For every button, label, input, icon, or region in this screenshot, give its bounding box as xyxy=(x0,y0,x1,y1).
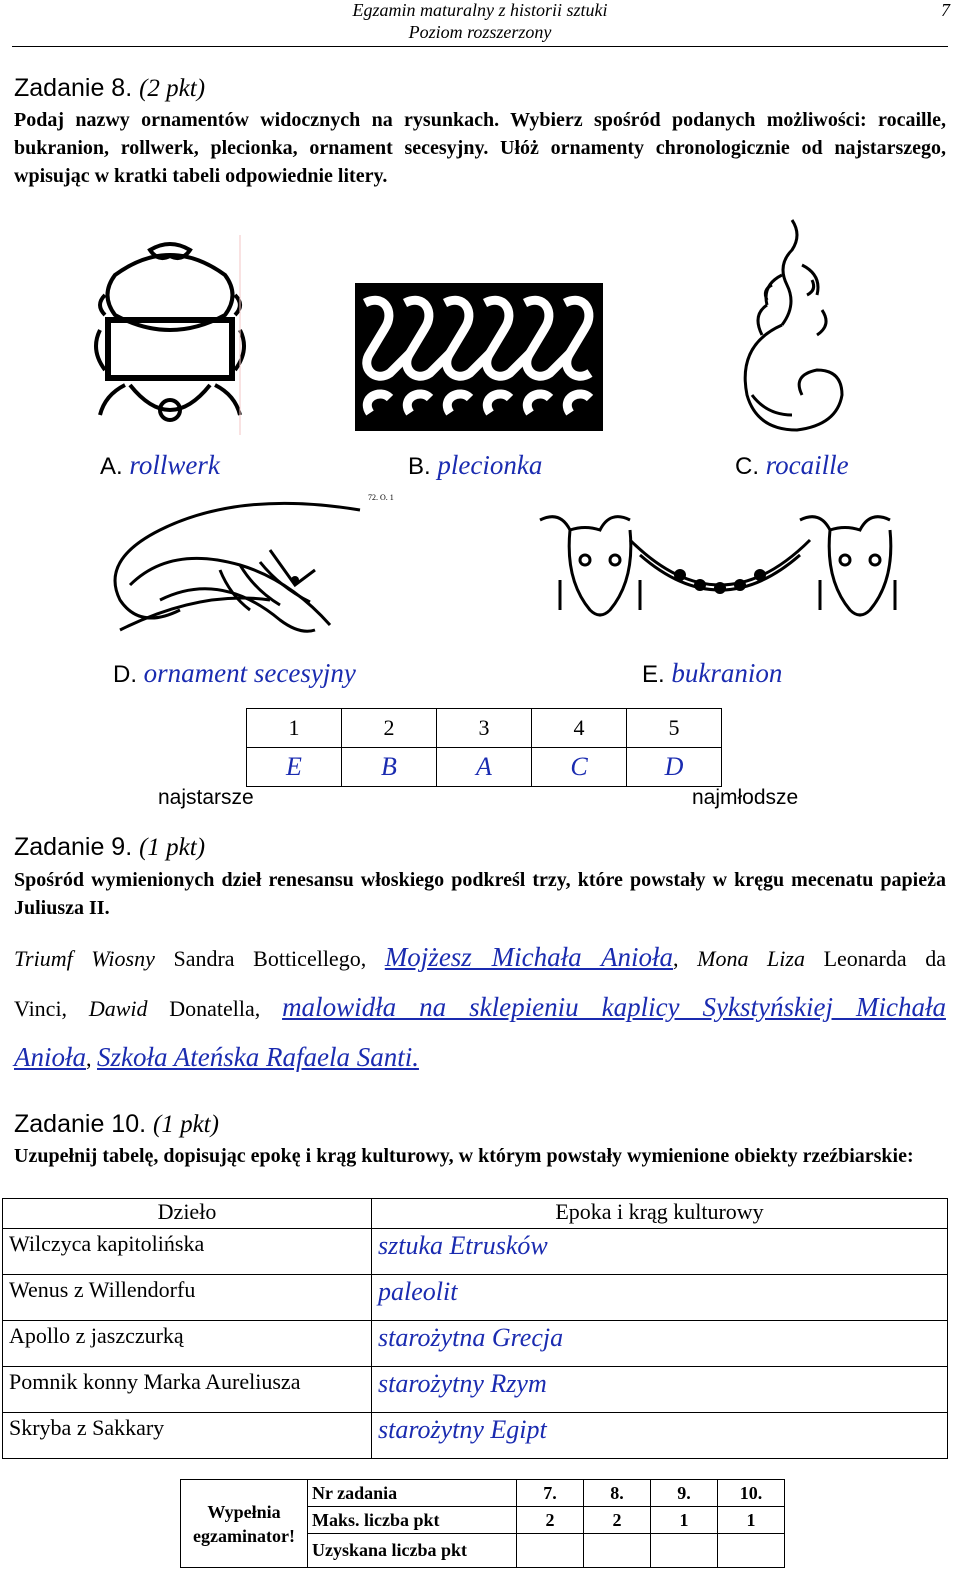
score-input-cell[interactable] xyxy=(718,1534,785,1568)
fill-by-examiner-label: Wypełnia egzaminator! xyxy=(181,1480,308,1568)
col-epoch-header: Epoka i krąg kulturowy xyxy=(372,1199,948,1229)
table-row xyxy=(3,1229,948,1275)
ornament-b-image xyxy=(355,283,603,431)
score-cell: 7. xyxy=(517,1480,584,1507)
score-input-cell[interactable] xyxy=(651,1534,718,1568)
ornament-e-image xyxy=(530,500,910,630)
header-line1: Egzamin maturalny z historii sztuki xyxy=(352,0,608,20)
score-cell: 10. xyxy=(718,1480,785,1507)
task10-instruction: Uzupełnij tabelę, dopisując epokę i krąg kulturowy, w którym powstały wymienione obiekty rzeźbiarskie: xyxy=(14,1145,914,1167)
score-cell: Nr zadania xyxy=(308,1480,517,1507)
score-cell: 2 xyxy=(517,1507,584,1534)
ornament-c-image xyxy=(732,215,852,437)
table-row xyxy=(3,1413,948,1459)
work-cell: Wilczyca kapitolińska xyxy=(3,1229,372,1275)
work-cell: Apollo z jaszczurką xyxy=(3,1321,372,1367)
order-answers-row xyxy=(247,748,722,787)
task9-line2: Vinci, Dawid Donatella, malowidła na sklepieniu kaplicy Sykstyńskiej Michała xyxy=(14,992,946,1022)
label-a: A. rollwerk xyxy=(100,450,220,480)
epoch-table xyxy=(2,1198,948,1459)
order-number: 2 xyxy=(342,709,437,748)
order-number: 3 xyxy=(437,709,532,748)
score-cell: Maks. liczba pkt xyxy=(308,1507,517,1534)
label-c: C. rocaille xyxy=(735,450,849,480)
score-cell: 2 xyxy=(584,1507,651,1534)
order-answer-cell[interactable]: C xyxy=(532,748,627,787)
score-row xyxy=(181,1480,785,1507)
epoch-answer-cell[interactable]: sztuka Etrusków xyxy=(372,1229,948,1275)
epoch-answer-cell[interactable]: paleolit xyxy=(372,1275,948,1321)
score-input-cell[interactable] xyxy=(584,1534,651,1568)
work-cell: Skryba z Sakkary xyxy=(3,1413,372,1459)
col-work-header: Dzieło xyxy=(3,1199,372,1229)
order-answer-cell[interactable]: A xyxy=(437,748,532,787)
score-cell: 1 xyxy=(651,1507,718,1534)
score-table xyxy=(180,1479,785,1568)
underlined-work[interactable]: Szkoła Ateńska Rafaela Santi. xyxy=(97,1042,419,1072)
table-row xyxy=(3,1275,948,1321)
task9-line3: Anioła, Szkoła Ateńska Rafaela Santi. xyxy=(14,1042,419,1072)
page-number: 7 xyxy=(941,0,950,20)
task9-title: Zadanie 9. (1 pkt) xyxy=(14,833,206,861)
order-number: 4 xyxy=(532,709,627,748)
task9-line1: Triumf Wiosny Sandra Botticellego, Mojżesz Michała Anioła, Mona Liza Leonarda da xyxy=(14,942,947,972)
order-table xyxy=(246,708,722,787)
ornament-d-image xyxy=(100,490,394,650)
order-number: 5 xyxy=(627,709,722,748)
score-cell: 8. xyxy=(584,1480,651,1507)
work-cell: Wenus z Willendorfu xyxy=(3,1275,372,1321)
task8-title: Zadanie 8. (2 pkt) xyxy=(14,74,206,102)
label-e: E. bukranion xyxy=(642,658,783,688)
ornament-a-image xyxy=(90,235,250,435)
order-number: 1 xyxy=(247,709,342,748)
work-cell: Pomnik konny Marka Aureliusza xyxy=(3,1367,372,1413)
epoch-answer-cell[interactable]: starożytny Egipt xyxy=(372,1413,948,1459)
score-cell: 1 xyxy=(718,1507,785,1534)
task9-instruction: Spośród wymienionych dzieł renesansu włoskiego podkreśl trzy, które powstały w kręgu mecenatu papieża Juliusza II. xyxy=(14,869,946,919)
table-row xyxy=(3,1367,948,1413)
underlined-work[interactable]: Anioła xyxy=(14,1042,86,1072)
label-b: B. plecionka xyxy=(408,450,543,480)
task8-instruction: Podaj nazwy ornamentów widocznych na rysunkach. Wybierz spośród podanych możliwości: rocaille, bukranion, rollwerk, plecionka, ornament secesyjny. Ułóż ornamenty chronologicznie od najstarszego, wpisując w kratki tabeli odpowiednie litery. xyxy=(14,109,946,187)
oldest-label: najstarsze xyxy=(158,786,254,809)
epoch-answer-cell[interactable]: starożytny Rzym xyxy=(372,1367,948,1413)
order-answer-cell[interactable]: B xyxy=(342,748,437,787)
label-d: D. ornament secesyjny xyxy=(113,658,356,688)
epoch-answer-cell[interactable]: starożytna Grecja xyxy=(372,1321,948,1367)
underlined-work[interactable]: malowidła na sklepieniu kaplicy Sykstyńskiej Michała xyxy=(282,992,946,1022)
score-cell: 9. xyxy=(651,1480,718,1507)
epoch-header-row xyxy=(3,1199,948,1229)
score-input-cell[interactable] xyxy=(517,1534,584,1568)
youngest-label: najmłodsze xyxy=(692,786,799,809)
table-row xyxy=(3,1321,948,1367)
underlined-work[interactable]: Mojżesz Michała Anioła xyxy=(384,942,674,972)
order-answer-cell[interactable]: E xyxy=(247,748,342,787)
task10-title: Zadanie 10. (1 pkt) xyxy=(14,1110,219,1138)
header-line2: Poziom rozszerzony xyxy=(408,22,552,42)
order-answer-cell[interactable]: D xyxy=(627,748,722,787)
header-rule xyxy=(12,46,948,47)
ornament-d-caption: 72. O. 1 xyxy=(368,493,394,502)
order-numbers-row xyxy=(247,709,722,748)
score-cell: Uzyskana liczba pkt xyxy=(308,1534,517,1568)
